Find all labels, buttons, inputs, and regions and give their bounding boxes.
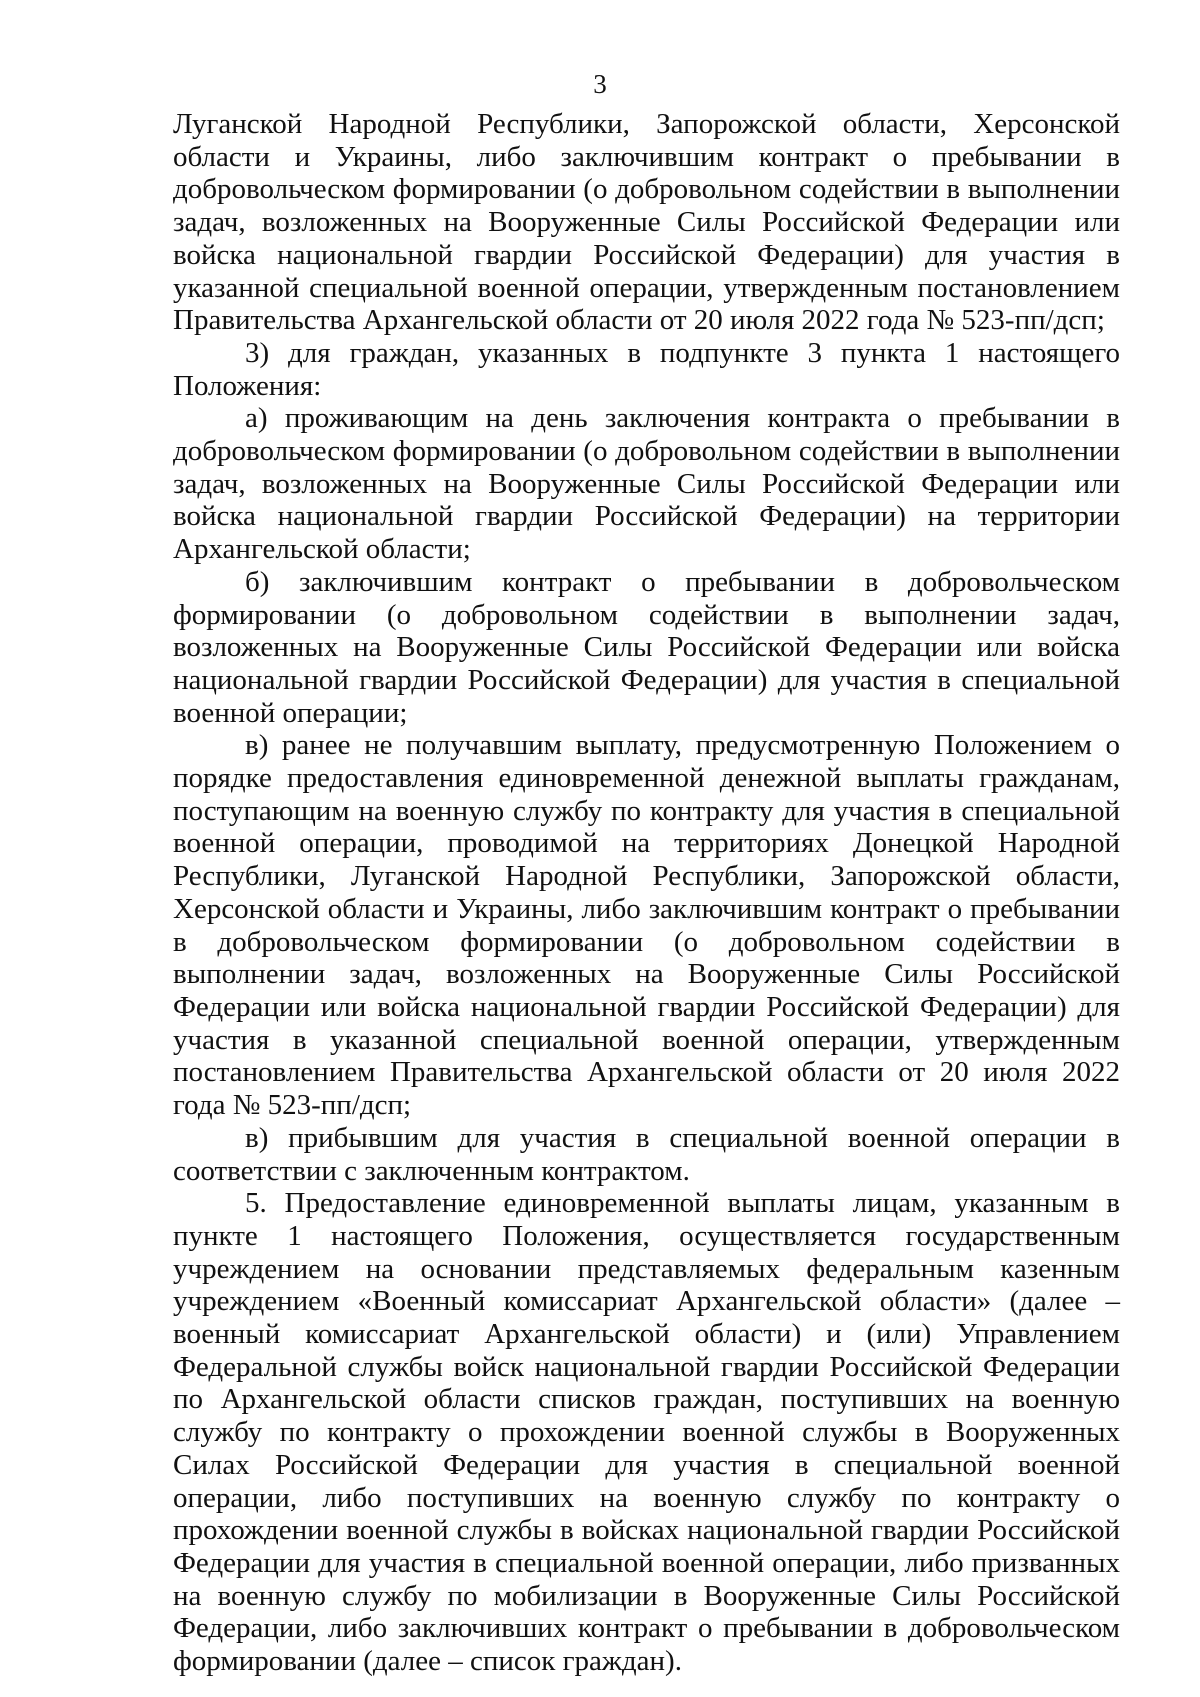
document-body xyxy=(173,108,1120,1678)
paragraph-subitem-3: 3) для граждан, указанных в подпункте 3 пункта 1 настоящего Положения: xyxy=(173,336,1120,402)
paragraph-clause-5: 5. Предоставление единовременной выплаты лицам, указанным в пункте 1 настоящего Положения, осуществляется государственным учреждением на основании представляемых федеральным казенным учреждением «Военный комиссариат Архангельской области» (далее – военный комиссариат Архангельской области) и (или) Управлением Федеральной службы войск национальной гвардии Российской Федерации по Архангельской области списков граждан, поступивших на военную службу по контракту о прохождении военной службы в Вооруженных Силах Российской Федерации для участия в специальной военной операции, либо поступивших на военную службу по контракту о прохождении военной службы в войсках национальной гвардии Российской Федерации для участия в специальной военной операции, либо призванных на военную службу по мобилизации в Вооруженные Силы Российской Федерации, либо заключивших контракт о пребывании в добровольческом формировании (далее – список граждан). xyxy=(173,1187,1120,1678)
paragraph-subitem-a: а) проживающим на день заключения контракта о пребывании в добровольческом формировании (о добровольном содействии в выполнении задач, возложенных на Вооруженные Силы Российской Федерации или войска национальной гвардии Российской Федерации) на территории Архангельской области; xyxy=(173,402,1120,566)
paragraph-continuation: Луганской Народной Республики, Запорожской области, Херсонской области и Украины, либо заключившим контракт о пребывании в добровольческом формировании (о добровольном содействии в выполнении задач, возложенных на Вооруженные Силы Российской Федерации или войска национальной гвардии Российской Федерации) для участия в указанной специальной военной операции, утвержденным постановлением Правительства Архангельской области от 20 июля 2022 года № 523-пп/дсп; xyxy=(173,108,1120,337)
paragraph-subitem-v: в) ранее не получавшим выплату, предусмотренную Положением о порядке предоставления единовременной денежной выплаты гражданам, поступающим на военную службу по контракту для участия в специальной военной операции, проводимой на территориях Донецкой Народной Республики, Луганской Народной Республики, Запорожской области, Херсонской области и Украины, либо заключившим контракт о пребывании в добровольческом формировании (о добровольном содействии в выполнении задач, возложенных на Вооруженные Силы Российской Федерации или войска национальной гвардии Российской Федерации) для участия в указанной специальной военной операции, утвержденным постановлением Правительства Архангельской области от 20 июля 2022 года № 523-пп/дсп; xyxy=(173,729,1120,1122)
paragraph-subitem-v-second: в) прибывшим для участия в специальной военной операции в соответствии с заключенным контрактом. xyxy=(173,1121,1120,1187)
paragraph-subitem-b: б) заключившим контракт о пребывании в добровольческом формировании (о добровольном содействии в выполнении задач, возложенных на Вооруженные Силы Российской Федерации или войска национальной гвардии Российской Федерации) для участия в специальной военной операции; xyxy=(173,565,1120,729)
page-number: 3 xyxy=(593,69,607,99)
